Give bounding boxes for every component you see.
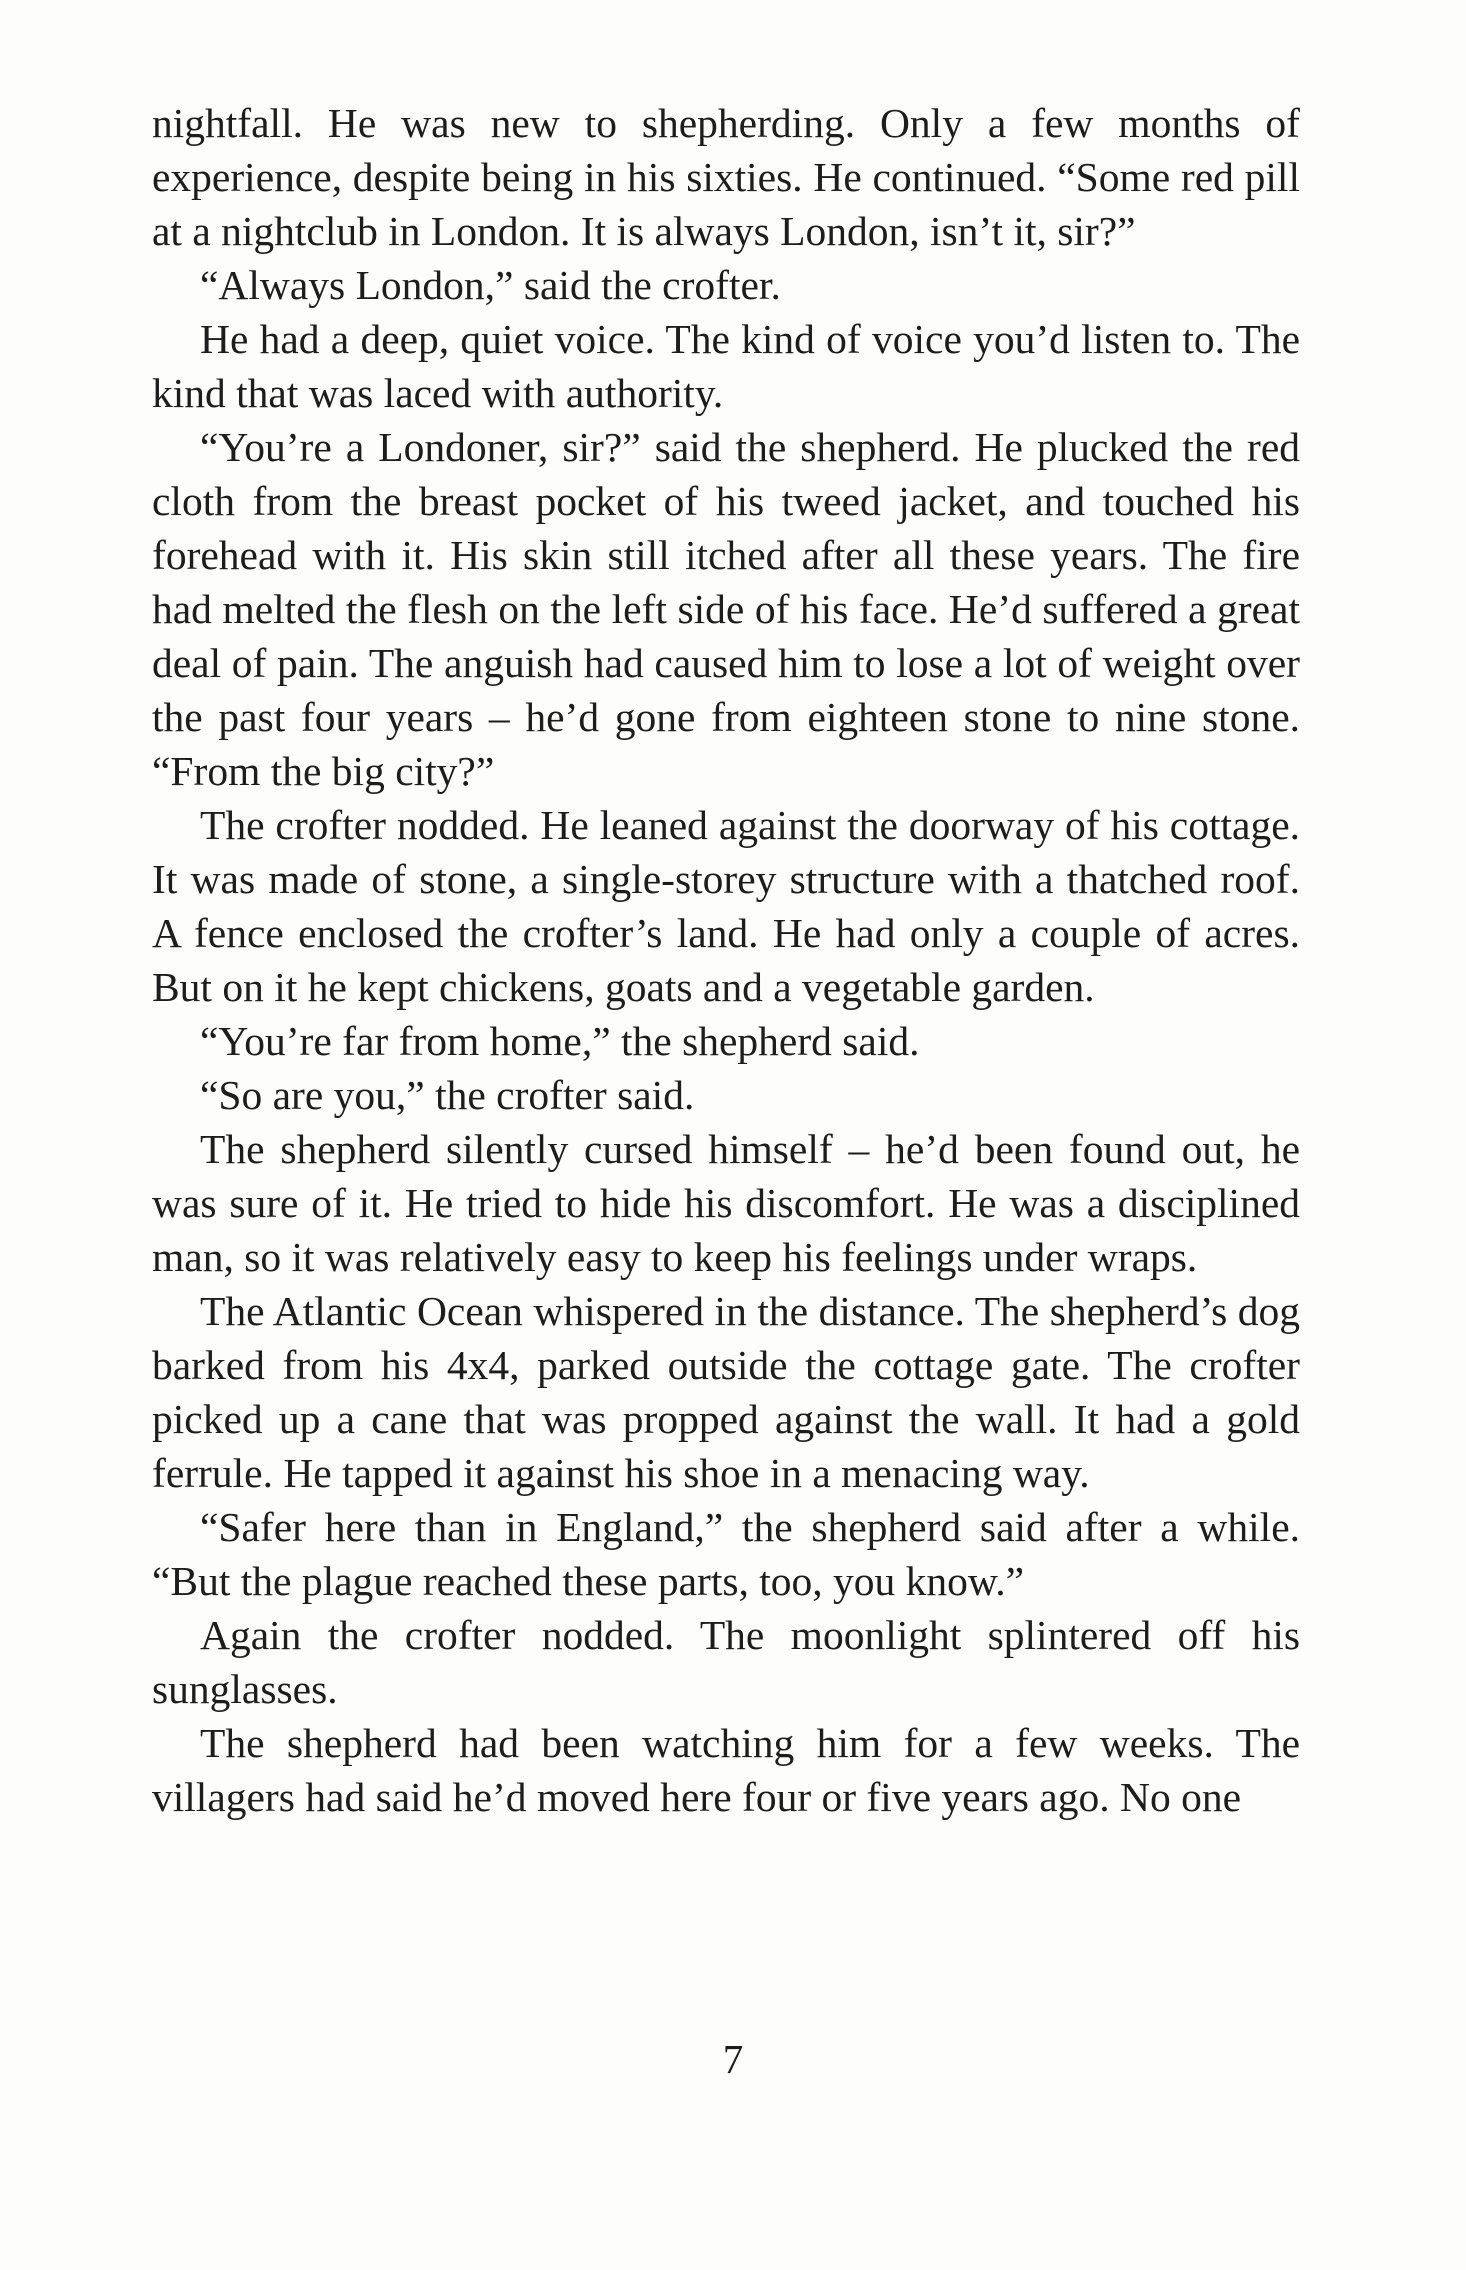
paragraph-7: “So are you,” the crofter said. bbox=[200, 1072, 695, 1118]
paragraph-9: The Atlantic Ocean whispered in the distance. The shepherd’s dog barked from his 4x4, parked outside the cottage gate. The crofter picked up a cane that was propped against the wall. It had a gold ferrule. He tapped it against his shoe in a menacing way. bbox=[152, 1288, 1300, 1496]
paragraph-10: “Safer here than in England,” the shepherd said after a while. “But the plague reached these parts, too, you know.” bbox=[152, 1504, 1300, 1604]
paragraph-6: “You’re far from home,” the shepherd said. bbox=[200, 1018, 920, 1064]
paragraph-12: The shepherd had been watching him for a few weeks. The villagers had said he’d moved here four or five years ago. No one bbox=[152, 1720, 1300, 1820]
body-text bbox=[152, 96, 1300, 1824]
paragraph-1: nightfall. He was new to shepherding. Only a few months of experience, despite being in his sixties. He continued. “Some red pill at a nightclub in London. It is always London, isn’t it, sir?” bbox=[152, 100, 1300, 254]
page-number: 7 bbox=[722, 2036, 744, 2082]
paragraph-11: Again the crofter nodded. The moonlight splintered off his sunglasses. bbox=[152, 1612, 1300, 1712]
paragraph-2: “Always London,” said the crofter. bbox=[200, 262, 781, 308]
paragraph-4: “You’re a Londoner, sir?” said the shepherd. He plucked the red cloth from the breast pocket of his tweed jacket, and touched his forehead with it. His skin still itched after all these years. The fire had melted the flesh on the left side of his face. He’d suffered a great deal of pain. The anguish had caused him to lose a lot of weight over the past four years – he’d gone from eighteen stone to nine stone. “From the big city?” bbox=[152, 424, 1300, 794]
paragraph-3: He had a deep, quiet voice. The kind of voice you’d listen to. The kind that was laced with authority. bbox=[152, 316, 1300, 416]
paragraph-8: The shepherd silently cursed himself – he’d been found out, he was sure of it. He tried to hide his discomfort. He was a disciplined man, so it was relatively easy to keep his feelings under wraps. bbox=[152, 1126, 1300, 1280]
paragraph-5: The crofter nodded. He leaned against the doorway of his cottage. It was made of stone, a single-storey structure with a thatched roof. A fence enclosed the crofter’s land. He had only a couple of acres. But on it he kept chickens, goats and a vegetable garden. bbox=[152, 802, 1300, 1010]
